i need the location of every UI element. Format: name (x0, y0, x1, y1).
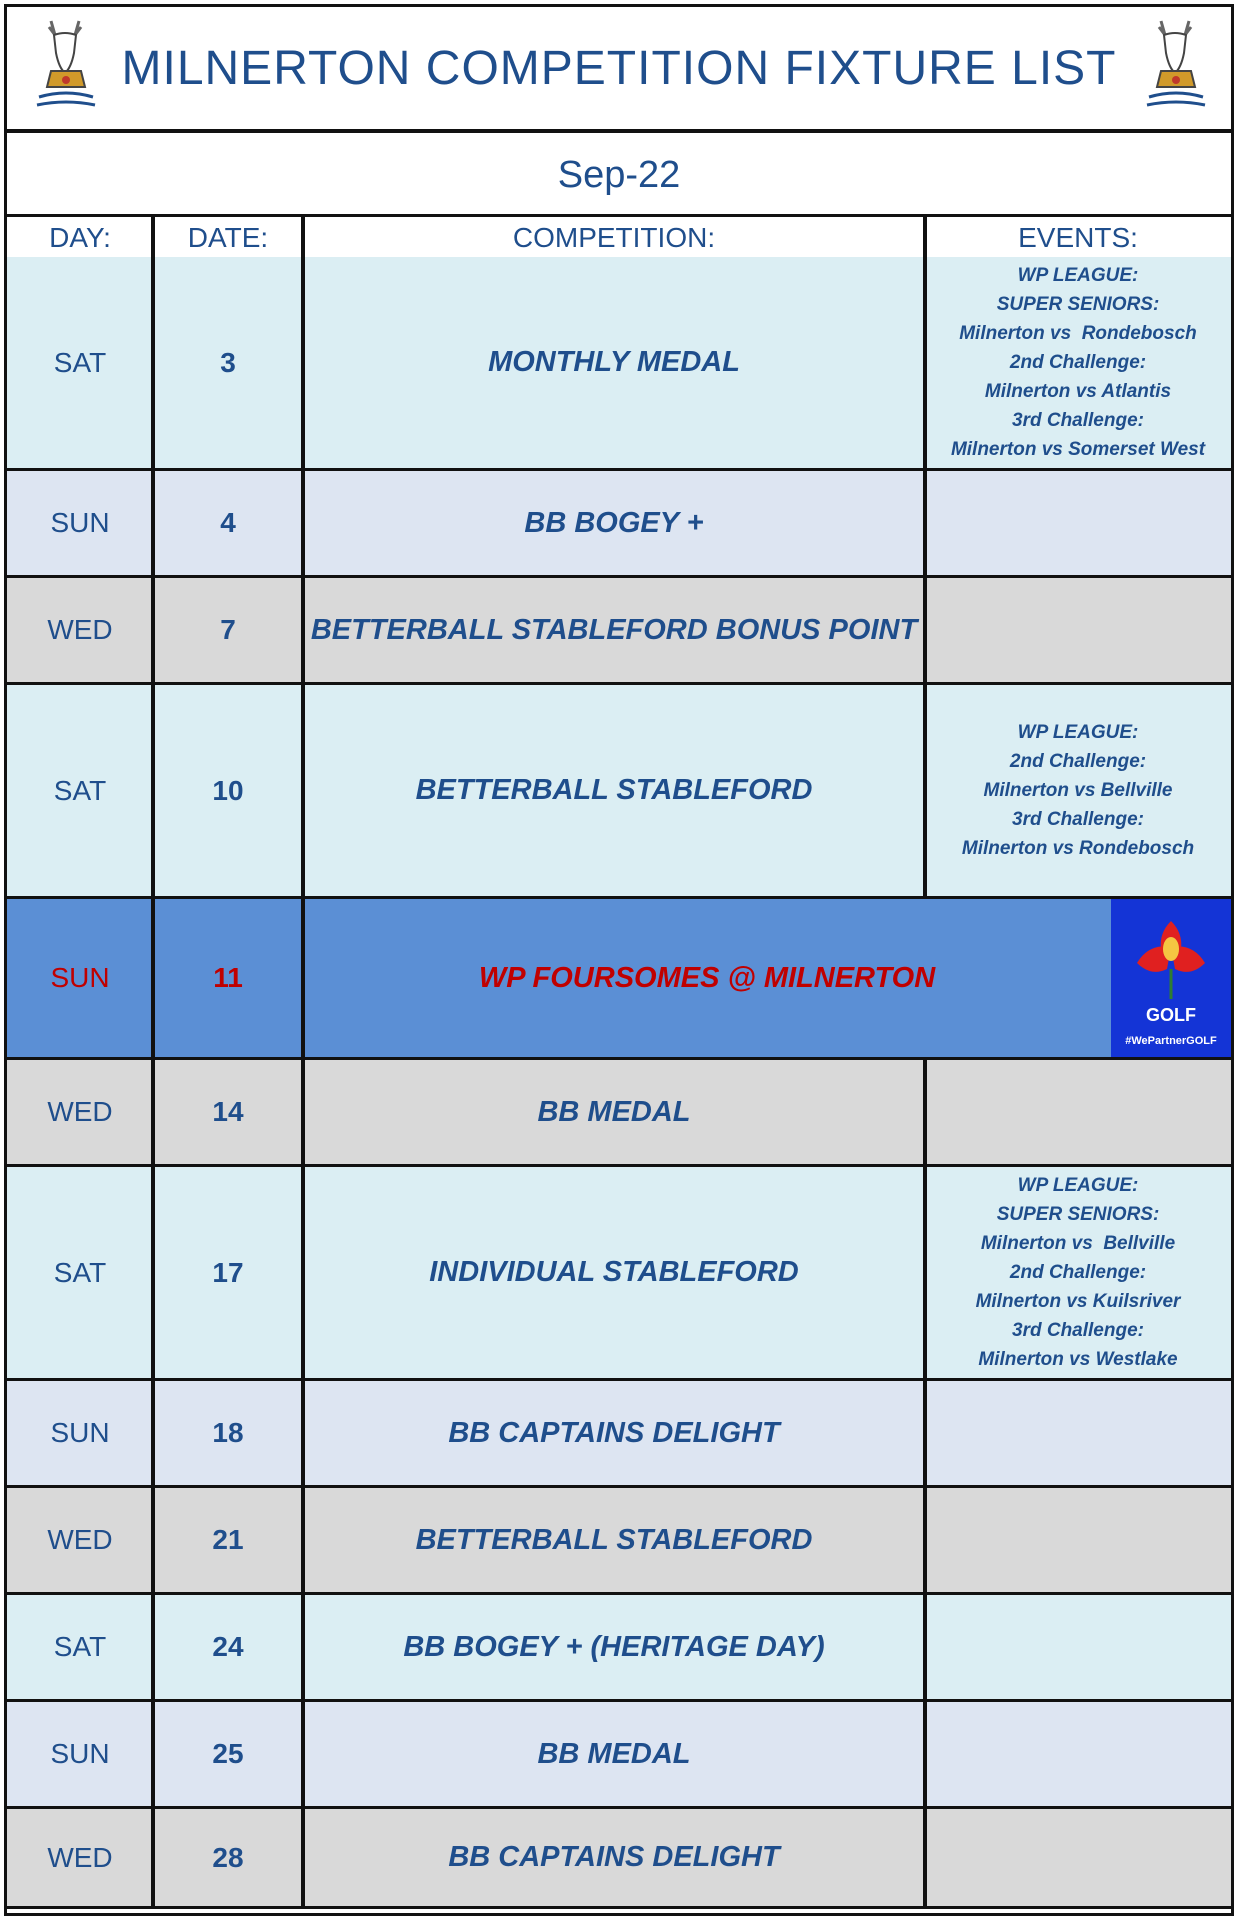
row-competition: BB MEDAL (537, 1095, 691, 1128)
fixture-sheet (4, 4, 1234, 1916)
row-day: WED (47, 1524, 113, 1555)
table-row (7, 1702, 1231, 1809)
event-line: 2nd Challenge: (1009, 352, 1147, 373)
column-divider (301, 1488, 305, 1592)
table-row (7, 1488, 1231, 1595)
row-day: SAT (53, 774, 107, 806)
column-divider (151, 257, 155, 468)
column-divider (923, 578, 927, 682)
row-date: 18 (212, 1417, 244, 1448)
column-divider (923, 1595, 927, 1699)
row-events (925, 257, 1231, 468)
stag-crest-icon (1131, 13, 1221, 125)
table-row (7, 1060, 1231, 1167)
table-row (7, 1809, 1231, 1909)
column-divider (923, 1702, 927, 1806)
event-line: Milnerton vs Rondebosch (961, 838, 1195, 859)
column-divider (151, 1702, 155, 1806)
row-date: 25 (212, 1738, 244, 1769)
row-events (925, 1702, 1231, 1806)
column-header-competition: COMPETITION: (303, 217, 925, 258)
column-divider (151, 1060, 155, 1164)
event-line: Milnerton vs Atlantis (984, 381, 1172, 402)
golf-logo-label: GOLF (1146, 1005, 1196, 1025)
event-line: Milnerton vs Kuilsriver (975, 1291, 1181, 1312)
row-competition: MONTHLY MEDAL (488, 346, 740, 378)
row-competition: BB CAPTAINS DELIGHT (448, 1416, 780, 1449)
row-date: 24 (212, 1631, 244, 1662)
row-date: 7 (220, 614, 236, 645)
column-divider (301, 1167, 305, 1378)
row-events (925, 1060, 1231, 1164)
column-divider (923, 217, 927, 258)
event-line: 3rd Challenge: (1012, 410, 1144, 431)
column-divider (151, 1809, 155, 1906)
row-events (925, 1809, 1231, 1906)
row-day: WED (47, 614, 113, 645)
row-events (925, 578, 1231, 682)
table-row (7, 899, 1231, 1060)
column-divider (923, 1167, 927, 1378)
row-day: SAT (53, 1631, 107, 1662)
column-divider (923, 1809, 927, 1906)
row-date: 3 (220, 346, 236, 378)
table-row (7, 1167, 1231, 1381)
row-date: 4 (220, 507, 236, 538)
table-row (7, 1381, 1231, 1488)
row-competition: BB MEDAL (537, 1737, 691, 1770)
row-date: 28 (212, 1841, 244, 1873)
column-divider (923, 1488, 927, 1592)
column-divider (301, 578, 305, 682)
column-divider (151, 685, 155, 896)
table-row (7, 578, 1231, 685)
event-line: 3rd Challenge: (1012, 1320, 1144, 1341)
row-date: 21 (212, 1524, 244, 1555)
column-header-row (7, 217, 1231, 261)
header (7, 7, 1231, 133)
event-line: WP LEAGUE: (1017, 265, 1139, 286)
row-events (925, 1167, 1231, 1378)
row-date: 14 (212, 1096, 244, 1127)
row-competition: BETTERBALL STABLEFORD (415, 774, 813, 806)
column-divider (151, 1381, 155, 1485)
row-day: WED (47, 1841, 113, 1873)
row-events (925, 471, 1231, 575)
column-divider (151, 471, 155, 575)
event-line: SUPER SENIORS: (996, 1204, 1160, 1225)
event-line: 2nd Challenge: (1009, 751, 1147, 772)
column-divider (301, 1381, 305, 1485)
column-divider (301, 1060, 305, 1164)
event-line: 2nd Challenge: (1009, 1262, 1147, 1283)
table-row (7, 471, 1231, 578)
column-divider (301, 471, 305, 575)
column-divider (151, 217, 155, 258)
row-competition: BB BOGEY + (HERITAGE DAY) (403, 1630, 825, 1663)
event-line: Milnerton vs Rondebosch (959, 323, 1197, 344)
column-divider (151, 1488, 155, 1592)
row-competition: INDIVIDUAL STABLEFORD (429, 1256, 799, 1288)
column-divider (301, 685, 305, 896)
event-line: SUPER SENIORS: (996, 294, 1160, 315)
column-divider (923, 1381, 927, 1485)
row-day: SUN (50, 507, 110, 538)
protea-flower-icon (1111, 903, 1231, 1003)
row-competition: BETTERBALL STABLEFORD BONUS POINT (310, 613, 918, 646)
row-competition: BETTERBALL STABLEFORD (415, 1523, 813, 1556)
table-row (7, 257, 1231, 471)
row-events (925, 1488, 1231, 1592)
event-line: 3rd Challenge: (1012, 809, 1144, 830)
event-line: Milnerton vs Bellville (983, 780, 1173, 801)
row-competition: BB BOGEY + (524, 506, 704, 539)
row-competition: WP FOURSOMES @ MILNERTON (478, 961, 936, 994)
column-header-day: DAY: (7, 217, 153, 258)
row-date: 10 (212, 774, 244, 806)
page-title: MILNERTON COMPETITION FIXTURE LIST (121, 42, 1117, 95)
row-day: SAT (53, 346, 107, 378)
column-divider (923, 1060, 927, 1164)
row-day: SUN (50, 1738, 110, 1769)
column-divider (301, 1809, 305, 1906)
column-header-events: EVENTS: (925, 217, 1231, 258)
row-events (925, 1595, 1231, 1699)
table-row (7, 1595, 1231, 1702)
column-divider (301, 899, 305, 1057)
event-line: Milnerton vs Bellville (980, 1233, 1176, 1254)
month-label: Sep-22 (7, 133, 1231, 217)
column-divider (301, 257, 305, 468)
row-date: 11 (213, 962, 243, 993)
table-row (7, 685, 1231, 899)
event-line: Milnerton vs Westlake (978, 1349, 1178, 1370)
wp-golf-logo (1111, 899, 1231, 1057)
column-divider (923, 257, 927, 468)
event-line: Milnerton vs Somerset West (950, 439, 1206, 460)
event-line: WP LEAGUE: (1017, 722, 1139, 743)
golf-logo-tag: #WePartnerGOLF (1125, 1035, 1217, 1047)
column-divider (923, 685, 927, 896)
column-header-date: DATE: (153, 217, 303, 258)
row-events (925, 1381, 1231, 1485)
row-day: SUN (50, 1417, 110, 1448)
row-date: 17 (212, 1256, 244, 1288)
row-day: WED (47, 1096, 113, 1127)
column-divider (151, 1595, 155, 1699)
column-divider (151, 578, 155, 682)
row-competition: BB CAPTAINS DELIGHT (448, 1841, 780, 1873)
row-day: SUN (50, 962, 110, 993)
column-divider (301, 217, 305, 258)
event-line: WP LEAGUE: (1017, 1175, 1139, 1196)
column-divider (301, 1595, 305, 1699)
column-divider (151, 1167, 155, 1378)
column-divider (923, 471, 927, 575)
row-events (925, 685, 1231, 896)
row-day: SAT (53, 1256, 107, 1288)
column-divider (151, 899, 155, 1057)
column-divider (301, 1702, 305, 1806)
